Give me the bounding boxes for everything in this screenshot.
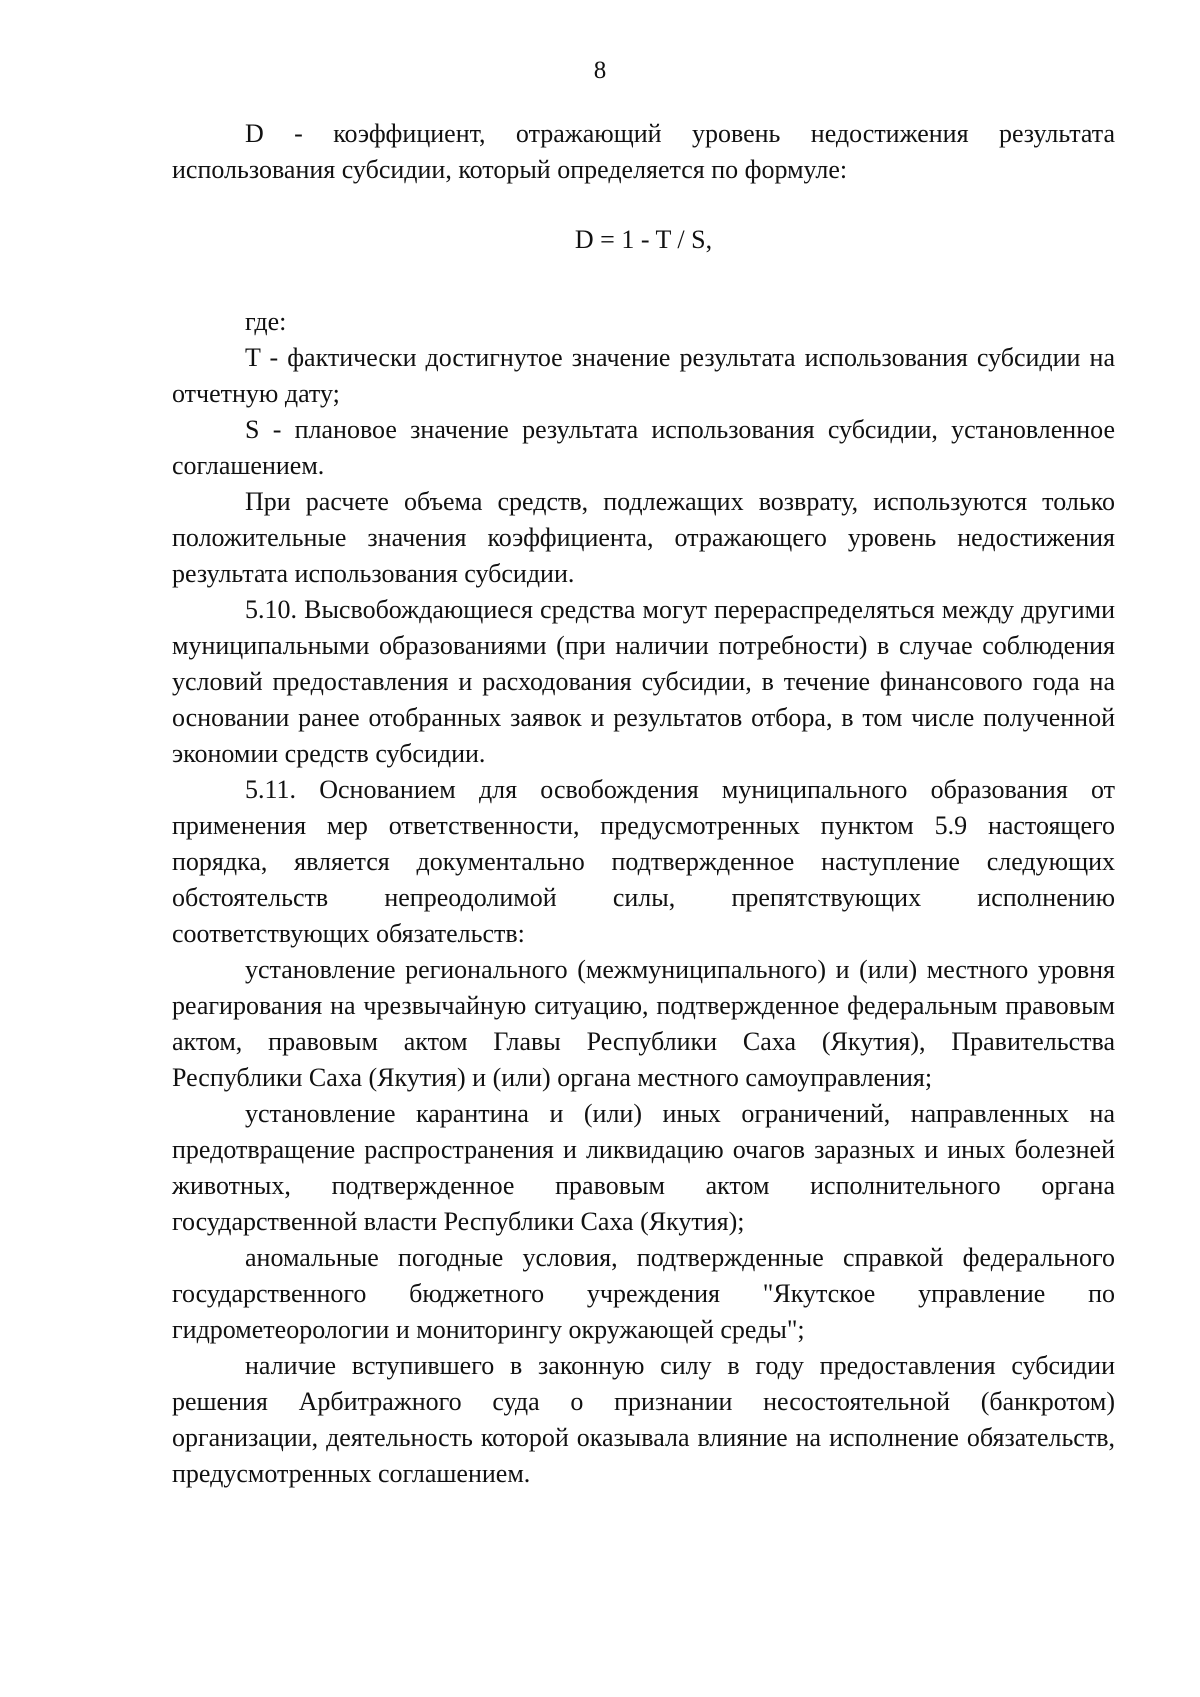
- formula: D = 1 - T / S,: [574, 225, 713, 254]
- paragraph-emergency-response: установление регионального (межмуниципального) и (или) местного уровня реагирования на чрезвычайную ситуацию, подтвержденное федеральным правовым актом, правовым актом Главы Республики Саха (Якутия), Правительства Республики Саха (Якутия) и (или) органа местного самоуправления;: [172, 955, 1115, 1092]
- paragraph-s-definition: S - плановое значение результата использования субсидии, установленное соглашением.: [172, 415, 1115, 480]
- paragraph-weather: аномальные погодные условия, подтвержденные справкой федерального государственного бюджетного учреждения "Якутское управление по гидрометеорологии и мониторингу окружающей среды";: [172, 1243, 1115, 1344]
- paragraph-coefficient-definition: D - коэффициент, отражающий уровень недостижения результата использования субсидии, который определяется по формуле:: [172, 119, 1115, 184]
- document-body: [172, 116, 1115, 1492]
- paragraph-5-10: 5.10. Высвобождающиеся средства могут перераспределяться между другими муниципальными образованиями (при наличии потребности) в случае соблюдения условий предоставления и расходования субсидии, в течение финансового года на основании ранее отобранных заявок и результатов отбора, в том числе полученной экономии средств субсидии.: [172, 595, 1115, 768]
- paragraph-bankruptcy: наличие вступившего в законную силу в году предоставления субсидии решения Арбитражного суда о признании несостоятельной (банкротом) организации, деятельность которой оказывала влияние на исполнение обязательств, предусмотренных соглашением.: [172, 1351, 1115, 1488]
- paragraph-t-definition: T - фактически достигнутое значение результата использования субсидии на отчетную дату;: [172, 343, 1115, 408]
- paragraph-quarantine: установление карантина и (или) иных ограничений, направленных на предотвращение распространения и ликвидацию очагов заразных и иных болезней животных, подтвержденное правовым актом исполнительного органа государственной власти Республики Саха (Якутия);: [172, 1099, 1115, 1236]
- paragraph-where: где:: [245, 307, 287, 336]
- paragraph-5-11: 5.11. Основанием для освобождения муниципального образования от применения мер ответственности, предусмотренных пунктом 5.9 настоящего порядка, является документально подтвержденное наступление следующих обстоятельств непреодолимой силы, препятствующих исполнению соответствующих обязательств:: [172, 775, 1115, 948]
- page-number: 8: [593, 57, 607, 84]
- paragraph-positive-values: При расчете объема средств, подлежащих возврату, используются только положительные значения коэффициента, отражающего уровень недостижения результата использования субсидии.: [172, 487, 1115, 588]
